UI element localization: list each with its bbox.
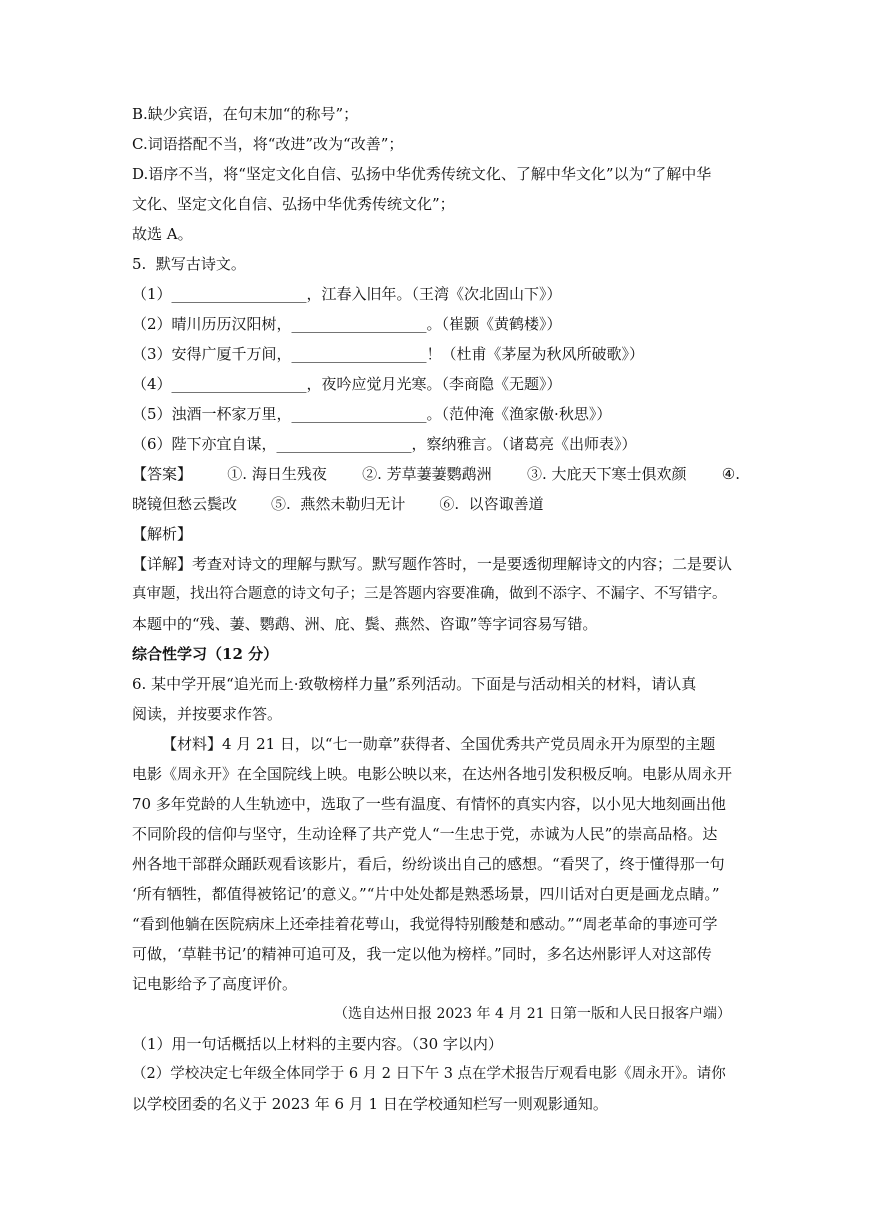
- answer-item-3: ③. 大庇天下寒士俱欢颜: [526, 465, 687, 483]
- option-d-text-cont: 文化、坚定文化自信、弘扬中华优秀传统文化”；: [132, 195, 455, 213]
- detail-text-cont: 真审题，找出符合题意的诗文句子；三是答题内容要准确，做到不添字、不漏字、不写错字。: [132, 586, 727, 602]
- material-line-4: 不同阶段的信仰与坚守，生动诠释了共产党人“一生忠于党，赤诚为人民”的崇高品格。达: [132, 825, 718, 843]
- answer-item-6: ⑥. 以咨诹善道: [439, 495, 544, 513]
- material-line-2: 电影《周永开》在全国院线上映。电影公映以来，在达州各地引发积极反响。电影从周永开: [132, 765, 733, 783]
- detail-text: 【详解】考查对诗文的理解与默写。默写题作答时，一是要透彻理解诗文的内容；二是要认: [132, 555, 733, 573]
- option-b-text: B.缺少宾语，在句末加“的称号”；: [132, 105, 359, 123]
- question-5-item-4: （4）__________________，夜吟应觉月光寒。（李商隐《无题》）: [132, 375, 562, 393]
- option-d-text: D.语序不当，将“坚定文化自信、弘扬中华优秀传统文化、了解中华文化”以为“了解中华: [132, 165, 712, 183]
- question-5-item-1: （1）__________________，江春入旧年。（王湾《次北固山下》）: [132, 285, 562, 303]
- material-line-5: 州各地干部群众踊跃观看该影片，看后，纷纷谈出自己的感想。“看哭了，终于懂得那一句: [132, 855, 725, 873]
- question-5-item-5: （5）浊酒一杯家万里，__________________。（范仲淹《渔家傲·秋思》）: [132, 405, 612, 423]
- answer-item-4: 晓镜但愁云鬓改: [132, 495, 238, 513]
- material-source: （选自达州日报 2023 年 4 月 21 日第一版和人民日报客户端）: [334, 1006, 732, 1022]
- question-5-title: 5. 默写古诗文。: [132, 255, 246, 273]
- material-line-7: “看到他躺在医院病床上还牵挂着花萼山，我觉得特别酸楚和感动。”“周老革命的事迹可学: [132, 915, 718, 933]
- question-6-sub-1: （1）用一句话概括以上材料的主要内容。（30 字以内）: [132, 1035, 503, 1053]
- analysis-label: 【解析】: [132, 525, 193, 543]
- question-5-item-2: （2）晴川历历汉阳树，__________________。（崔颢《黄鹤楼》）: [132, 315, 562, 333]
- answer-item-4-marker: ④.: [721, 465, 740, 483]
- answer-line-cont: [132, 494, 544, 514]
- material-paragraph-start: 【材料】4 月 21 日，以“七一勋章”获得者、全国优秀共产党员周永开为原型的主题: [162, 735, 716, 753]
- answer-label: 【答案】: [132, 465, 193, 483]
- option-c-text: C.词语搭配不当，将“改进”改为“改善”；: [132, 135, 404, 153]
- question-6-sub-2-cont: 以学校团委的名义于 2023 年 6 月 1 日在学校通知栏写一则观影通知。: [132, 1095, 608, 1113]
- answer-item-5: ⑤. 燕然未勒归无计: [271, 495, 406, 513]
- material-line-8: 可做，‘草鞋书记’的精神可追可及，我一定以他为榜样。”同时，多名达州影评人对这部传: [132, 945, 712, 963]
- answer-choice: 故选 A。: [132, 225, 193, 243]
- material-line-9: 记电影给予了高度评价。: [132, 975, 298, 993]
- section-heading: 综合性学习（12 分）: [132, 645, 279, 663]
- answer-line: [132, 464, 740, 484]
- answer-item-2: ②. 芳草萋萋鹦鹉洲: [362, 465, 492, 483]
- question-6-title-cont: 阅读，并按要求作答。: [132, 705, 283, 723]
- detail-text-end: 本题中的“残、萋、鹦鹉、洲、庇、鬓、燕然、咨诹”等字词容易写错。: [132, 615, 598, 633]
- question-6-sub-2: （2）学校决定七年级全体同学于 6 月 2 日下午 3 点在学术报告厅观看电影《周永开》。请你: [132, 1066, 726, 1082]
- material-line-6: ‘所有牺牲，都值得被铭记’的意义。”“片中处处都是熟悉场景，四川话对白更是画龙点睛。”: [132, 885, 720, 903]
- question-5-item-3: （3）安得广厦千万间，__________________！（杜甫《茅屋为秋风所破歌》）: [132, 345, 645, 363]
- question-5-item-6: （6）陛下亦宜自谋，__________________，察纳雅言。（诸葛亮《出师表》）: [132, 435, 637, 453]
- answer-item-1: ①. 海日生残夜: [227, 465, 327, 483]
- material-line-3: 70 多年党龄的人生轨迹中，选取了一些有温度、有情怀的真实内容，以小见大地刻画出他: [132, 795, 726, 813]
- question-6-title: 6. 某中学开展“追光而上·致敬榜样力量”系列活动。下面是与活动相关的材料，请认真: [132, 675, 697, 693]
